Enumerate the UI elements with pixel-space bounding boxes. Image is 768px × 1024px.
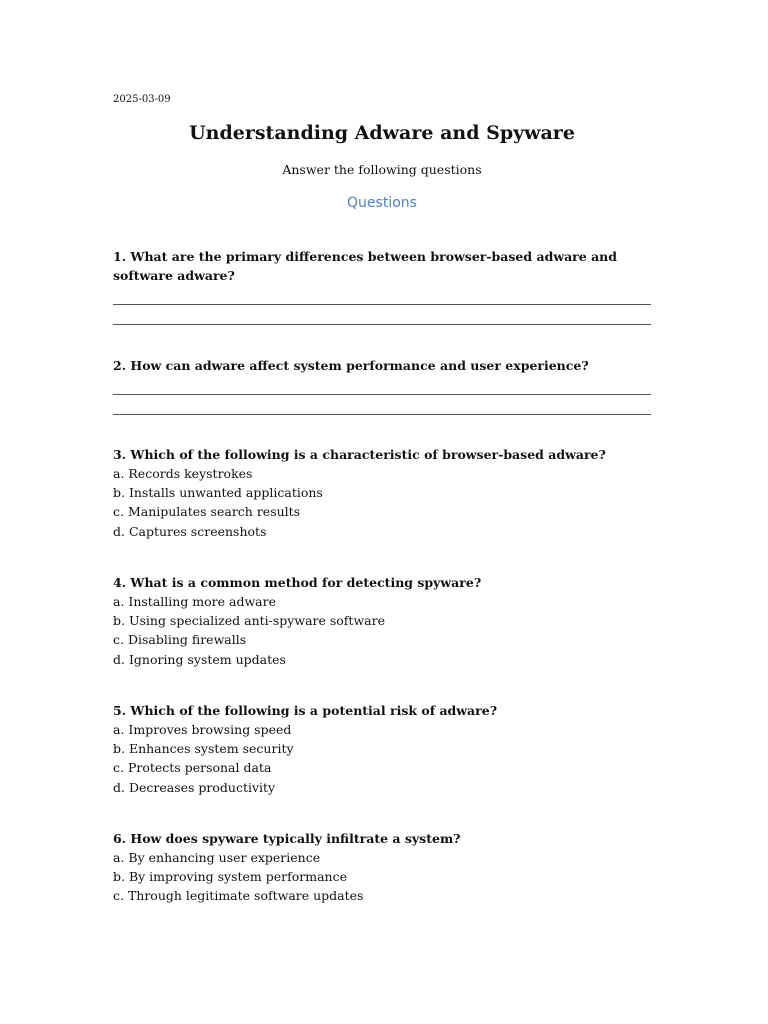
question-4 — [113, 573, 651, 669]
answer-line[interactable] — [113, 375, 651, 395]
section-heading: Questions — [347, 195, 417, 211]
answer-option[interactable]: c. Protects personal data — [113, 760, 272, 776]
answer-line[interactable] — [113, 285, 651, 305]
question-2 — [113, 356, 651, 415]
answer-option[interactable]: a. Improves browsing speed — [113, 722, 292, 737]
answer-option[interactable]: c. Manipulates search results — [113, 504, 301, 520]
question-text: 4. What is a common method for detecting spyware? — [113, 575, 482, 590]
answer-option[interactable]: a. Installing more adware — [113, 594, 277, 609]
question-5 — [113, 701, 651, 797]
answer-option[interactable]: d. Ignoring system updates — [113, 651, 286, 667]
instructions: Answer the following questions — [282, 162, 482, 177]
answer-option[interactable]: b. Installs unwanted applications — [113, 485, 323, 501]
question-3 — [113, 445, 651, 541]
question-text: 6. How does spyware typically infiltrate a system? — [113, 831, 461, 846]
answer-option[interactable]: a. Records keystrokes — [113, 466, 253, 481]
document-date: 2025-03-09 — [113, 94, 171, 105]
answer-line[interactable] — [113, 395, 651, 415]
answer-option[interactable]: b. By improving system performance — [113, 869, 348, 885]
answer-option[interactable]: a. By enhancing user experience — [113, 850, 321, 865]
answer-option[interactable]: c. Through legitimate software updates — [113, 888, 364, 904]
question-text: 5. Which of the following is a potential risk of adware? — [113, 703, 498, 718]
answer-option[interactable]: d. Decreases productivity — [113, 779, 276, 795]
question-6 — [113, 829, 651, 906]
page-title: Understanding Adware and Spyware — [189, 122, 575, 144]
question-text: 2. How can adware affect system performance and user experience? — [113, 358, 589, 373]
answer-option[interactable]: d. Captures screenshots — [113, 523, 267, 539]
answer-option[interactable]: b. Enhances system security — [113, 741, 294, 757]
question-1 — [113, 247, 651, 325]
answer-line[interactable] — [113, 305, 651, 325]
answer-option[interactable]: c. Disabling firewalls — [113, 632, 247, 648]
question-text: 1. What are the primary differences between browser-based adware and software adware? — [113, 249, 617, 283]
answer-option[interactable]: b. Using specialized anti-spyware software — [113, 613, 385, 629]
question-text: 3. Which of the following is a characteristic of browser-based adware? — [113, 447, 606, 462]
